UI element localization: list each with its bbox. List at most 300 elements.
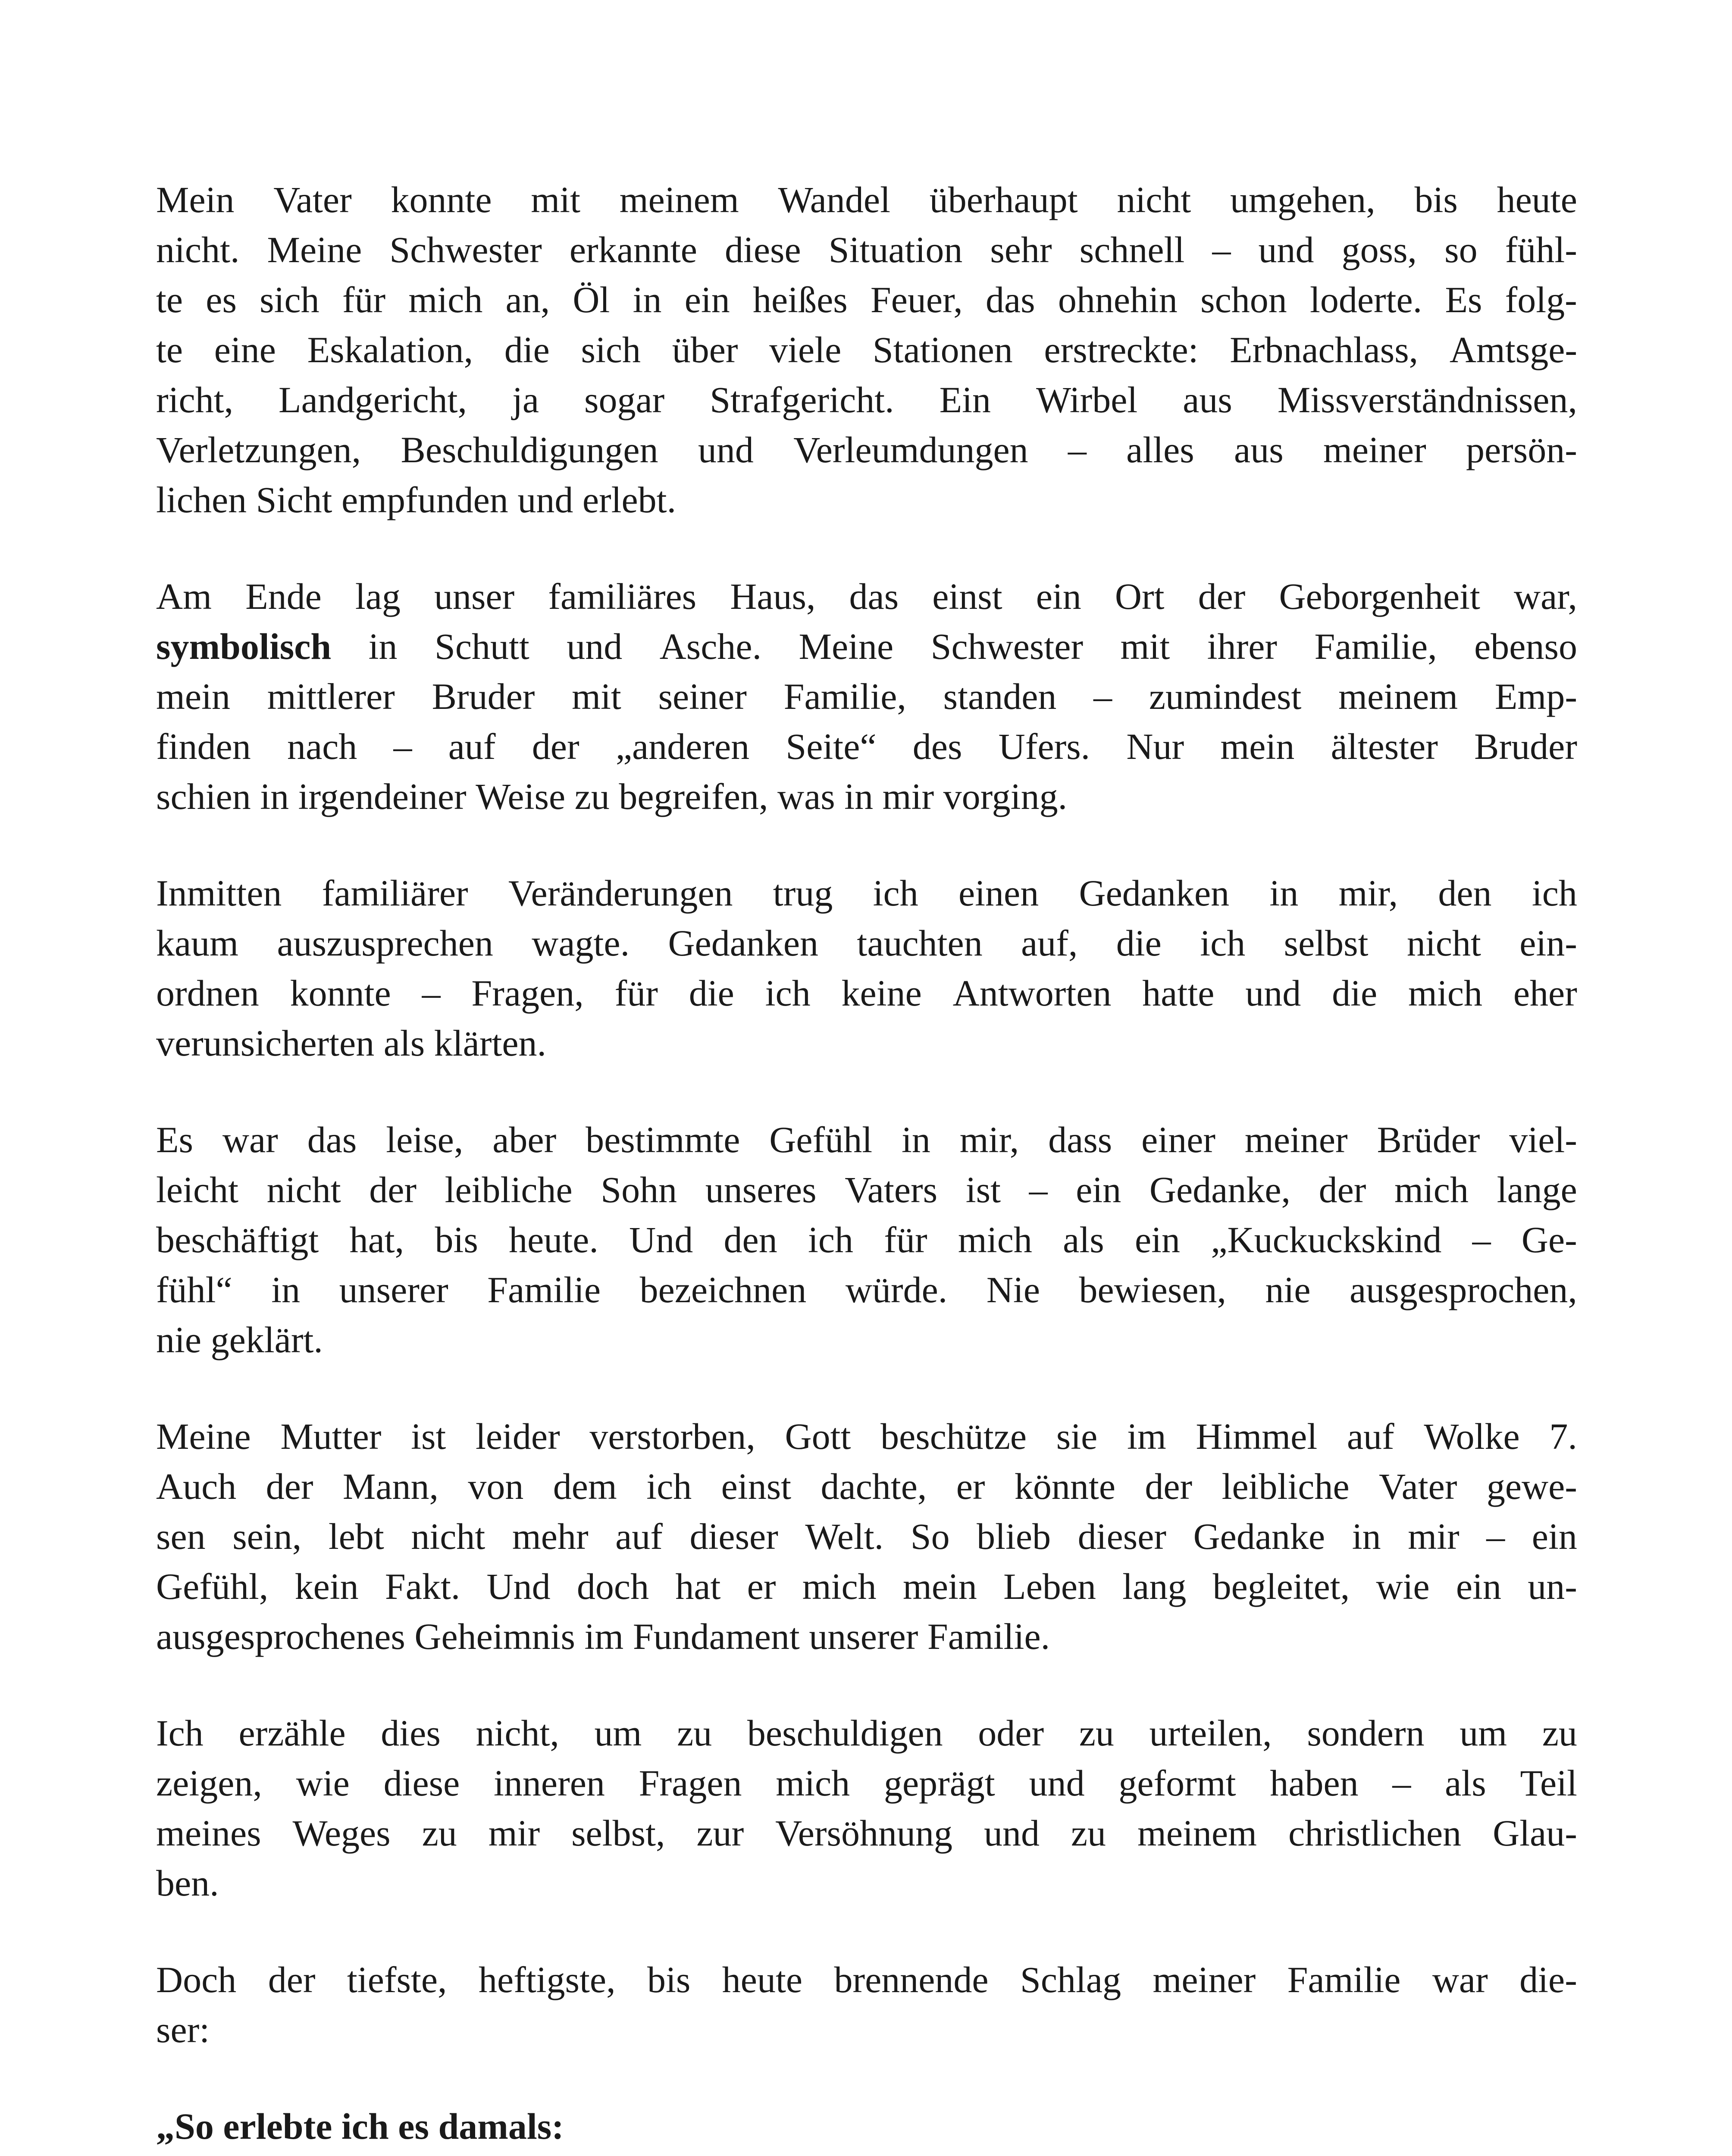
word: auszusprechen <box>277 922 493 964</box>
word: 7. <box>1549 1416 1577 1457</box>
word: Emp- <box>1494 676 1577 717</box>
word: ich <box>1200 922 1246 964</box>
word: als <box>383 1022 425 1064</box>
word: – <box>1392 1762 1411 1804</box>
word: Situation <box>828 229 963 270</box>
word: erkannte <box>569 229 697 270</box>
word <box>739 2151 801 2156</box>
word: Gefühl <box>769 1119 873 1160</box>
word: wie <box>296 1762 350 1804</box>
word: beschäftigt <box>156 1219 319 1260</box>
word: vorging. <box>943 776 1068 817</box>
word: die <box>1116 922 1162 964</box>
word: Geborgenheit <box>1279 576 1480 617</box>
word: Es <box>156 1119 193 1160</box>
word: Leben <box>1003 1566 1096 1607</box>
word-space <box>800 1611 809 1661</box>
word: urteilen, <box>1149 1712 1272 1754</box>
word: für <box>614 972 658 1014</box>
word-space <box>389 2101 398 2151</box>
word: Fundament <box>633 1616 800 1657</box>
word: er <box>747 1566 776 1607</box>
word: Vaters <box>845 1169 938 1210</box>
body-text <box>156 175 1577 2055</box>
word: hat <box>675 1566 721 1607</box>
word: doch <box>576 1566 649 1607</box>
word: meinem <box>1338 676 1458 717</box>
word: Sicht <box>256 479 332 520</box>
word: sie <box>1056 1416 1098 1457</box>
text-line <box>156 571 1577 621</box>
word: nicht, <box>476 1712 559 1754</box>
word: das <box>307 1119 357 1160</box>
word: folg- <box>1505 279 1577 320</box>
word: ein <box>1456 1566 1501 1607</box>
word <box>877 2151 955 2156</box>
word: ich <box>1532 872 1577 914</box>
word: heftigste, <box>478 1959 616 2000</box>
word: hat, <box>349 1219 404 1260</box>
word: symbolisch <box>156 626 332 667</box>
word: den <box>1438 872 1492 914</box>
word: geprägt <box>883 1762 995 1804</box>
word: beschuldigen <box>747 1712 943 1754</box>
word: Meine <box>799 626 894 667</box>
paragraph <box>156 175 1577 525</box>
word: klärten. <box>434 1022 547 1064</box>
word: ausgesprochen, <box>1350 1269 1577 1310</box>
text-line <box>156 275 1577 325</box>
word: eine <box>214 329 276 370</box>
word: ich <box>765 972 811 1014</box>
word: das <box>849 576 899 617</box>
word: des <box>912 726 962 767</box>
word: Gott <box>785 1416 851 1457</box>
word: zu <box>574 776 610 817</box>
word: an, <box>505 279 550 320</box>
word: Es <box>1445 279 1482 320</box>
word: das <box>985 279 1035 320</box>
word: Und <box>629 1219 693 1260</box>
word: – <box>1068 429 1087 470</box>
word: beschütze <box>880 1416 1027 1457</box>
word: eher <box>1513 972 1577 1014</box>
word: Himmel <box>1196 1416 1318 1457</box>
word: kaum <box>156 922 239 964</box>
word: Teil <box>1520 1762 1577 1804</box>
text-line <box>156 918 1577 968</box>
word: und <box>1029 1762 1085 1804</box>
word: zu <box>677 1712 712 1754</box>
word: goss, <box>1341 229 1417 270</box>
word: erlebt. <box>582 479 677 520</box>
word: im <box>584 1616 624 1657</box>
word: Ge- <box>1521 1219 1577 1260</box>
text-line <box>156 1165 1577 1215</box>
word: Familie <box>487 1269 601 1310</box>
word: konnte <box>290 972 391 1014</box>
word: erzähle <box>238 1712 346 1754</box>
word: Geheimnis <box>414 1616 576 1657</box>
word: ältester <box>1331 726 1438 767</box>
text-line <box>156 175 1577 225</box>
text-line <box>156 2151 1577 2156</box>
word: lebt <box>328 1516 384 1557</box>
word: Veränderungen <box>508 872 733 914</box>
word: Amtsge- <box>1449 329 1577 370</box>
word: und <box>983 1812 1040 1854</box>
word: leibliche <box>445 1169 573 1210</box>
document-page <box>156 175 1577 2156</box>
word: in <box>368 626 398 667</box>
word: umgehen, <box>1230 179 1375 220</box>
word: sich <box>260 279 319 320</box>
word: heute <box>722 1959 803 2000</box>
word: ist <box>411 1416 446 1457</box>
word: was <box>777 776 835 817</box>
word: irgendeiner <box>298 776 467 817</box>
word: diese <box>383 1762 460 1804</box>
word: „So <box>156 2106 214 2147</box>
word: Mutter <box>280 1416 382 1457</box>
word: mich <box>802 1566 877 1607</box>
word: ordnen <box>156 972 259 1014</box>
word: bewiesen, <box>1079 1269 1226 1310</box>
text-line <box>156 1018 1577 1068</box>
word: leibliche <box>1221 1466 1350 1507</box>
word: für <box>342 279 386 320</box>
word: aus <box>1183 379 1232 420</box>
word-space <box>575 1611 585 1661</box>
word: brennende <box>834 1959 989 2000</box>
text-line <box>156 425 1577 475</box>
word: und <box>1245 972 1301 1014</box>
word-space <box>425 1018 434 1068</box>
word: Schlag <box>1020 1959 1121 2000</box>
word: mit <box>531 179 580 220</box>
word: hatte <box>1142 972 1215 1014</box>
word: Weges <box>292 1812 391 1854</box>
word: mir, <box>959 1119 1019 1160</box>
word: war <box>222 1119 278 1160</box>
word: Antworten <box>952 972 1112 1014</box>
paragraph <box>156 571 1577 821</box>
word: Verletzungen, <box>156 429 361 470</box>
word: Missverständnissen, <box>1277 379 1577 420</box>
word: unserer <box>809 1616 918 1657</box>
word: Gedanke, <box>1149 1169 1290 1210</box>
word: aber <box>492 1119 557 1160</box>
word: meiner <box>1153 1959 1256 2000</box>
word: mir, <box>1338 872 1398 914</box>
paragraph <box>156 1708 1577 1908</box>
word: auf <box>448 726 496 767</box>
word: lichen <box>156 479 247 520</box>
word: ein- <box>1519 922 1577 964</box>
word: nicht <box>411 1516 485 1557</box>
word: um <box>1460 1712 1507 1754</box>
word: nie <box>1265 1269 1311 1310</box>
word: Eskalation, <box>307 329 473 370</box>
word: der <box>1145 1466 1193 1507</box>
word: schnell <box>1079 229 1185 270</box>
word: der <box>1319 1169 1366 1210</box>
word: leise, <box>386 1119 464 1160</box>
word: und <box>698 429 754 470</box>
word: einst <box>721 1466 792 1507</box>
word: begreifen, <box>619 776 768 817</box>
word: haben <box>1270 1762 1359 1804</box>
word: Stationen <box>872 329 1013 370</box>
word: bis <box>1414 179 1458 220</box>
word: – <box>1472 1219 1491 1260</box>
text-line <box>156 1858 1577 1908</box>
word: als <box>1445 1762 1486 1804</box>
text-line <box>156 968 1577 1018</box>
word-space <box>565 771 575 821</box>
word: der <box>532 726 579 767</box>
word: auf, <box>1021 922 1078 964</box>
word-space <box>873 771 883 821</box>
word: te <box>156 279 183 320</box>
word: mir <box>488 1812 540 1854</box>
word: verstorben, <box>589 1416 755 1457</box>
word: Schutt <box>434 626 529 667</box>
word: ebenso <box>1474 626 1577 667</box>
word: familiäres <box>548 576 697 617</box>
text-line <box>156 1708 1577 1758</box>
word: ein <box>684 279 730 320</box>
word: fühl- <box>1505 229 1577 270</box>
word: auf <box>615 1516 663 1557</box>
text-line <box>156 325 1577 375</box>
word: der <box>266 1466 313 1507</box>
word: Und <box>486 1566 551 1607</box>
word: Gedanke <box>1193 1516 1325 1557</box>
word: selbst <box>1284 922 1369 964</box>
text-line <box>156 671 1577 721</box>
word-space <box>918 1611 927 1661</box>
word: geformt <box>1118 1762 1236 1804</box>
word: Fragen <box>639 1762 742 1804</box>
word: sehr <box>990 229 1052 270</box>
word: kein <box>294 1566 359 1607</box>
word: konnte <box>391 179 492 220</box>
paragraph <box>156 1955 1577 2055</box>
word: auf <box>1347 1416 1394 1457</box>
word: zu <box>1542 1712 1577 1754</box>
word: bestimmte <box>586 1119 740 1160</box>
word: Versöhnung <box>775 1812 953 1854</box>
word: ich <box>873 872 918 914</box>
word: inneren <box>494 1762 605 1804</box>
text-line <box>156 1215 1577 1265</box>
word: Öl <box>573 279 610 320</box>
word: Seite“ <box>786 726 877 767</box>
word: nie <box>156 1319 202 1360</box>
word: der <box>268 1959 316 2000</box>
word: die <box>1332 972 1378 1014</box>
word: Glau- <box>1493 1812 1577 1854</box>
word: Ort <box>1115 576 1165 617</box>
word: Welt. <box>805 1516 884 1557</box>
word: finden <box>156 726 251 767</box>
word: So <box>910 1516 950 1557</box>
word: würde. <box>845 1269 948 1310</box>
word: Wandel <box>778 179 890 220</box>
word: nicht <box>1406 922 1481 964</box>
word: zeigen, <box>156 1762 262 1804</box>
word <box>1357 2151 1436 2156</box>
text-line <box>156 1315 1577 1365</box>
word: als <box>1063 1219 1104 1260</box>
word: Fragen, <box>471 972 584 1014</box>
text-line <box>156 1461 1577 1511</box>
word: zumindest <box>1149 676 1302 717</box>
word-space <box>247 475 256 525</box>
word: mir <box>882 776 934 817</box>
word: leider <box>475 1416 560 1457</box>
word: ich <box>646 1466 692 1507</box>
word: Vater <box>273 179 352 220</box>
word: mich <box>958 1219 1032 1260</box>
closing-quote <box>156 2101 1577 2156</box>
word: sondern <box>1307 1712 1425 1754</box>
word: Gefühl, <box>156 1566 269 1607</box>
word-space <box>934 771 943 821</box>
word: dies <box>381 1712 441 1754</box>
word: nach <box>287 726 357 767</box>
text-line <box>156 1955 1577 2005</box>
word: Haus, <box>730 576 816 617</box>
word: Mann, <box>342 1466 438 1507</box>
word: geklärt. <box>210 1319 323 1360</box>
word: und <box>567 626 623 667</box>
word: Weise <box>476 776 566 817</box>
word: familiärer <box>322 872 468 914</box>
word: lange <box>1497 1169 1577 1210</box>
word-space <box>332 475 341 525</box>
word: und <box>1258 229 1314 270</box>
word: blieb <box>977 1516 1051 1557</box>
word: Feuer, <box>870 279 963 320</box>
word <box>983 2151 1071 2156</box>
word: mir <box>1408 1516 1460 1557</box>
word: meiner <box>1244 1119 1348 1160</box>
word: loderte. <box>1309 279 1422 320</box>
text-line <box>156 2005 1577 2055</box>
text-line <box>156 375 1577 425</box>
word: trug <box>773 872 833 914</box>
word: heute <box>1497 179 1577 220</box>
word: lang <box>1122 1566 1187 1607</box>
text-line <box>156 225 1577 275</box>
word: die <box>504 329 550 370</box>
word: ohnehin <box>1058 279 1178 320</box>
word-space <box>201 1315 211 1365</box>
word: den <box>723 1219 777 1260</box>
word: seiner <box>658 676 747 717</box>
word: mehr <box>512 1516 589 1557</box>
word: Wolke <box>1424 1416 1520 1457</box>
word: so <box>1444 229 1478 270</box>
word: tiefste, <box>347 1959 447 2000</box>
word: über <box>672 329 738 370</box>
word: ser: <box>156 2009 210 2050</box>
word: Gedanken <box>1079 872 1230 914</box>
word <box>156 2151 204 2156</box>
word: Am <box>156 576 212 617</box>
word: Familie, <box>1314 626 1437 667</box>
text-line <box>156 2101 1577 2151</box>
paragraph <box>156 1411 1577 1661</box>
word: Fakt. <box>385 1566 460 1607</box>
word: viele <box>769 329 842 370</box>
word <box>232 2151 360 2156</box>
word: mich <box>1394 1169 1469 1210</box>
word: Ende <box>245 576 322 617</box>
word-space <box>573 475 583 525</box>
word: sich <box>581 329 641 370</box>
word: Familie <box>1287 1959 1401 2000</box>
word: Auch <box>156 1466 237 1507</box>
word-space <box>251 771 260 821</box>
word-space <box>768 771 778 821</box>
text-line <box>156 1411 1577 1461</box>
word: die <box>689 972 734 1014</box>
word: – <box>1486 1516 1505 1557</box>
text-line <box>156 1115 1577 1165</box>
word: Bruder <box>432 676 535 717</box>
word: Ich <box>156 1712 204 1754</box>
word: christlichen <box>1288 1812 1462 1854</box>
word: und <box>517 479 573 520</box>
word: schon <box>1200 279 1287 320</box>
word: in <box>633 279 662 320</box>
word: sogar <box>584 379 665 420</box>
paragraph <box>156 1115 1577 1365</box>
word: te <box>156 329 183 370</box>
word: könnte <box>1014 1466 1115 1507</box>
word: in <box>1269 872 1299 914</box>
word: nicht <box>266 1169 341 1210</box>
word: Doch <box>156 1959 237 2000</box>
word: dieser <box>1077 1516 1167 1557</box>
word: bis <box>647 1959 691 2000</box>
word: damals: <box>438 2106 564 2147</box>
word: der <box>369 1169 417 1210</box>
word-space <box>429 2101 438 2151</box>
word: mit <box>1120 626 1170 667</box>
word: Ufers. <box>998 726 1090 767</box>
word: in <box>1352 1516 1381 1557</box>
word: Wirbel <box>1036 379 1138 420</box>
word: einst <box>932 576 1002 617</box>
text-line <box>156 475 1577 525</box>
word: in <box>260 776 289 817</box>
text-line <box>156 1265 1577 1315</box>
word: einer <box>1141 1119 1216 1160</box>
word: Meine <box>156 1416 251 1457</box>
word: mich <box>776 1762 850 1804</box>
word: ist <box>965 1169 1001 1210</box>
word-space <box>610 771 619 821</box>
word: Gedanken <box>668 922 819 964</box>
word: nicht. <box>156 229 240 270</box>
word: „Kuckuckskind <box>1211 1219 1442 1260</box>
word <box>474 2151 569 2156</box>
word: der <box>1198 576 1246 617</box>
